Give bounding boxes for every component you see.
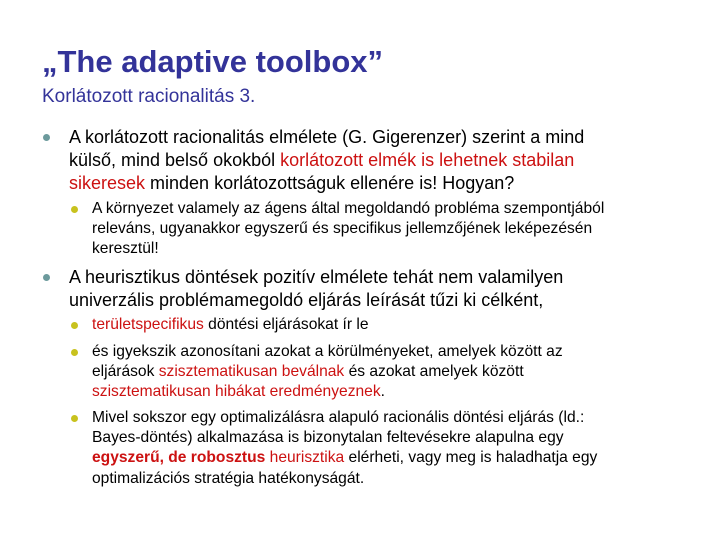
text-run: külső, mind belső okokból <box>69 150 281 170</box>
sub-bullet-line <box>92 363 524 381</box>
text-run: eljárások <box>92 363 159 380</box>
text-run: . <box>380 383 385 400</box>
sub-bullet-line <box>92 409 584 427</box>
text-run: optimalizációs stratégia hatékonyságát. <box>92 470 365 487</box>
text-run: és azokat amelyek között <box>344 363 524 380</box>
highlighted-text: területspecifikus <box>92 316 204 333</box>
text-run: keresztül! <box>92 240 159 257</box>
bullet-icon <box>71 206 78 213</box>
bullet-icon <box>43 134 50 141</box>
sub-bullet-line <box>92 470 364 488</box>
text-run: Mivel sokszor egy optimalizálásra alapuló racionális döntési eljárás (ld.: <box>92 409 585 426</box>
sub-bullet-line <box>92 449 597 467</box>
bullet-icon <box>71 322 78 329</box>
bullet-icon <box>43 274 50 281</box>
text-run: A környezet valamely az ágens által megoldandó probléma szempontjából <box>92 200 605 217</box>
sub-bullet-line <box>92 383 385 401</box>
slide-subtitle: Korlátozott racionalitás 3. <box>42 86 256 107</box>
bullet-line <box>69 290 543 311</box>
highlighted-text: szisztematikusan hibákat eredményeznek <box>92 383 381 400</box>
text-run: döntési eljárásokat ír le <box>203 316 369 333</box>
bullet-icon <box>71 415 78 422</box>
sub-bullet-line <box>92 220 592 238</box>
sub-bullet-line <box>92 240 159 258</box>
text-run: elérheti, vagy meg is haladhatja egy <box>344 449 598 466</box>
sub-bullet-line <box>92 429 564 447</box>
text-run: Bayes-döntés) alkalmazása is bizonytalan feltevésekre alapulna egy <box>92 429 564 446</box>
highlighted-text: szisztematikusan beválnak <box>158 363 345 380</box>
bullet-line <box>69 267 563 288</box>
bullet-line <box>69 127 584 148</box>
sub-bullet-line <box>92 316 369 334</box>
text-run: releváns, ugyanakkor egyszerű és specifikus jellemzőjének leképezésén <box>92 220 593 237</box>
highlighted-text: korlátozott elmék is lehetnek stabilan <box>280 150 575 170</box>
highlighted-text: egyszerű, de robosztus <box>92 449 266 466</box>
bullet-line <box>69 173 514 194</box>
text-run: és igyekszik azonosítani azokat a körülményeket, amelyek között az <box>92 343 563 360</box>
text-run: minden korlátozottságuk ellenére is! Hogyan? <box>145 173 515 193</box>
text-run: A heurisztikus döntések pozitív elmélete tehát nem valamilyen <box>69 267 564 287</box>
slide-title: „The adaptive toolbox” <box>42 44 384 79</box>
sub-bullet-line <box>92 343 563 361</box>
text-run: univerzális problémamegoldó eljárás leírását tűzi ki célként, <box>69 290 544 310</box>
highlighted-text: sikeresek <box>69 173 146 193</box>
bullet-line <box>69 150 574 171</box>
highlighted-text: heurisztika <box>265 449 345 466</box>
sub-bullet-line <box>92 200 604 218</box>
bullet-icon <box>71 349 78 356</box>
text-run: A korlátozott racionalitás elmélete (G. Gigerenzer) szerint a mind <box>69 127 585 147</box>
